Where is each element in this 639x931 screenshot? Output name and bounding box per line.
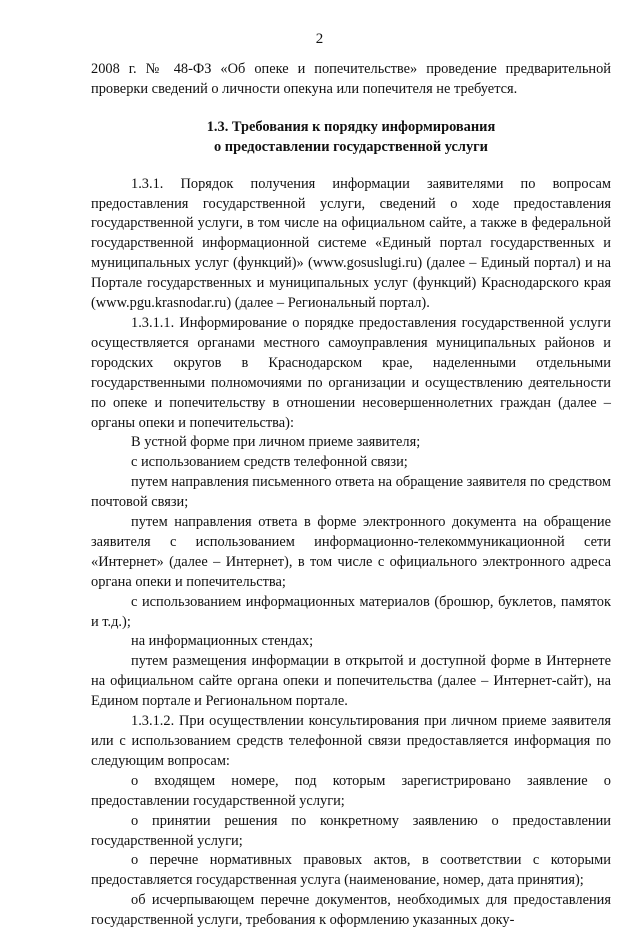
page-number: 2 — [315, 31, 324, 47]
list-item-electronic: путем направления ответа в форме электронного документа на обращение заявителя с использованием информационно-телекоммуникационной сети «Интернет» (далее – Интернет), в том числе с официального электронного адреса органа опеки и попечительства; — [91, 514, 611, 590]
list-item-postal: путем направления письменного ответа на обращение заявителя по средством почтовой связи; — [91, 474, 611, 511]
list-item-telephone: с использованием средств телефонной связи; — [131, 454, 408, 471]
intro-paragraph: 2008 г. № 48-ФЗ «Об опеке и попечительстве» проведение предварительной проверки сведений о личности опекуна или попечителя не требуется. — [91, 61, 611, 97]
section-title — [91, 118, 611, 158]
document-body — [91, 60, 611, 931]
list-item-stands: на информационных стендах; — [131, 633, 314, 650]
paragraph-1-3-1-1: 1.3.1.1. Информирование о порядке предоставления государственной услуги осуществляется органами местного самоуправления муниципальных районов и городских округов в Краснодарском крае, наделенными отдельными государственными полномочиями по организации и осуществлению деятельности по опеке и попечительству в отношении несовершеннолетних граждан (далее – органы опеки и попечительства): — [91, 314, 611, 431]
list-item-decision: о принятии решения по конкретному заявлению о предоставлении государственной услуги; — [91, 812, 611, 849]
list-item-materials: с использованием информационных материалов (брошюр, буклетов, памяток и т.д.); — [91, 593, 611, 630]
section-title-line-2: о предоставлении государственной услуги — [214, 138, 488, 155]
section-title-line-1: 1.3. Требования к порядку информирования — [206, 118, 496, 135]
list-item-internet: путем размещения информации в открытой и доступной форме в Интернете на официальном сайте органа опеки и попечительства (далее – Интернет-сайт), на Едином портале и Региональном портале. — [91, 653, 611, 710]
list-item-documents: об исчерпывающем перечне документов, необходимых для предоставления государственной услуги, требования к оформлению указанных доку- — [91, 892, 611, 929]
list-item-oral-form: В устной форме при личном приеме заявителя; — [131, 434, 421, 451]
paragraph-1-3-1-2: 1.3.1.2. При осуществлении консультирования при личном приеме заявителя или с использованием средств телефонной связи предоставляется информация по следующим вопросам: — [91, 713, 611, 769]
list-item-legal-acts: о перечне нормативных правовых актов, в соответствии с которыми предоставляется государственная услуга (наименование, номер, дата принятия); — [91, 852, 611, 889]
paragraph-1-3-1: 1.3.1. Порядок получения информации заявителями по вопросам предоставления государственной услуги, сведений о ходе предоставления государственной услуги, в том числе на официальном сайте, а также в федеральной государственной информационной системе «Единый портал государственных и муниципальных услуг (функций)» (www.gosuslugi.ru) (далее – Единый портал) и на Портале государственных и муниципальных услуг (функций) Краснодарского края (www.pgu.krasnodar.ru) (далее – Региональный портал). — [91, 175, 611, 312]
list-item-incoming-number: о входящем номере, под которым зарегистрировано заявление о предоставлении государственной услуги; — [91, 772, 611, 809]
